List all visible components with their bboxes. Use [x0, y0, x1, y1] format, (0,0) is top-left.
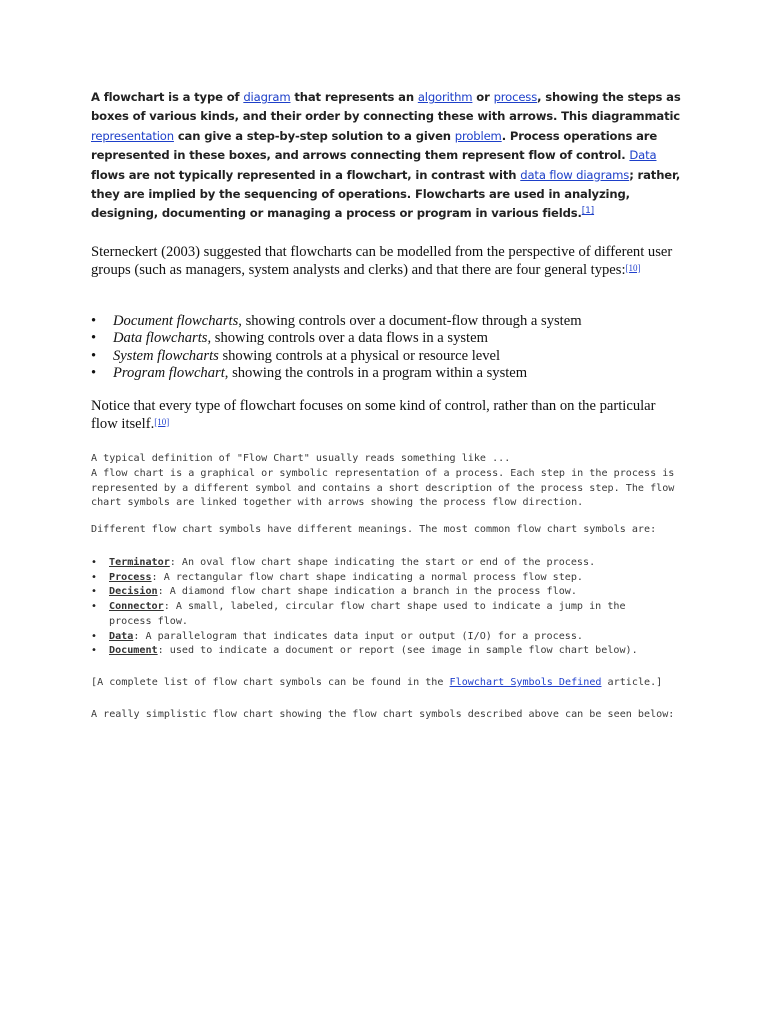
list-item — [91, 556, 651, 571]
definition-text: A flow chart is a graphical or symbolic representation of a process. Each step in the process is represented by a different symbol and contains a short description of the process step. The flow chart symbols are linked together with arrows showing the process flow direction. — [91, 467, 675, 509]
list-item — [91, 600, 651, 629]
flowchart-symbols-defined-link[interactable]: Flowchart Symbols Defined — [449, 677, 602, 688]
symbol-term-link[interactable]: Document — [109, 645, 158, 657]
list-item — [91, 313, 681, 330]
list-item — [91, 644, 651, 659]
type-description: , showing the controls in a program within a system — [224, 364, 528, 381]
notice-paragraph — [91, 398, 681, 433]
intro-text: ; rather, they are implied by the sequencing of operations. Flowcharts are used in analyzing, designing, documenting or managing a process or program in various fields. — [91, 167, 681, 221]
symbols-intro: Different flow chart symbols have different meanings. The most common flow chart symbols are: — [91, 524, 657, 535]
symbol-description: : used to indicate a document or report (see image in sample flow chart below). — [157, 645, 638, 657]
type-name: Program flowchart — [113, 364, 225, 381]
complete-list-note — [91, 676, 691, 691]
definition-block — [91, 452, 691, 511]
intro-text: or — [472, 90, 494, 104]
type-name: System flowcharts — [113, 347, 219, 364]
algorithm-link[interactable]: algorithm — [417, 90, 473, 104]
list-item — [91, 365, 681, 382]
notice-text: Notice that every type of flowchart focuses on some kind of control, rather than on the particular flow itself. — [91, 398, 656, 432]
sterneckert-paragraph — [91, 244, 681, 279]
type-description: showing controls at a physical or resource level — [218, 347, 501, 364]
definition-intro: A typical definition of "Flow Chart" usually reads something like ... — [91, 453, 511, 464]
representation-link[interactable]: representation — [91, 128, 174, 143]
symbol-description: : A small, labeled, circular flow chart shape used to indicate a jump in the process flow. — [109, 601, 626, 627]
symbol-description: : An oval flow chart shape indicating the start or end of the process. — [169, 557, 596, 568]
list-item — [91, 348, 681, 365]
intro-paragraph — [91, 88, 681, 224]
list-item — [91, 330, 681, 347]
intro-text: that represents an — [290, 90, 418, 104]
symbol-term-link[interactable]: Connector — [109, 601, 164, 613]
diagram-link[interactable]: diagram — [243, 90, 291, 104]
problem-link[interactable]: problem — [454, 128, 502, 143]
type-description: , showing controls over a data flows in a system — [207, 330, 488, 347]
symbol-term-link[interactable]: Decision — [109, 586, 158, 598]
intro-text: A flowchart is a type of — [91, 90, 244, 104]
intro-text: , showing the steps as boxes of various kinds, and their order by connecting these with arrows. This diagrammatic — [91, 90, 681, 124]
data-link[interactable]: Data — [629, 148, 657, 163]
symbols-list — [91, 556, 651, 659]
note-text: article.] — [601, 677, 663, 688]
symbol-term-link[interactable]: Process — [109, 571, 152, 583]
sterneckert-text: Sterneckert (2003) suggested that flowcharts can be modelled from the perspective of different user groups (such as managers, system analysts and clerks) and that there are four general types: — [91, 244, 673, 278]
symbol-term-link[interactable]: Data — [109, 630, 134, 642]
reference-link[interactable]: [1] — [581, 206, 595, 217]
data-flow-diagrams-link[interactable]: data flow diagrams — [520, 167, 630, 182]
flowchart-types-list — [91, 313, 681, 382]
symbol-description: : A parallelogram that indicates data input or output (I/O) for a process. — [133, 630, 584, 642]
list-item — [91, 571, 651, 586]
list-item — [91, 585, 651, 600]
intro-text: flows are not typically represented in a flowchart, in contrast with — [91, 167, 521, 182]
reference-link[interactable]: [10] — [154, 416, 170, 427]
reference-link[interactable]: [10] — [625, 262, 641, 273]
process-link[interactable]: process — [493, 90, 538, 104]
note-text: [A complete list of flow chart symbols can be found in the — [91, 677, 450, 688]
list-item — [91, 630, 651, 645]
type-name: Document flowcharts — [113, 313, 239, 329]
intro-text: can give a step-by-step solution to a given — [173, 128, 455, 143]
symbol-term-link[interactable]: Terminator — [109, 557, 170, 568]
intro-text: . Process operations are represented in these boxes, and arrows connecting them represent flow of control. — [91, 128, 658, 163]
type-description: , showing controls over a document-flow through a system — [238, 313, 582, 329]
type-name: Data flowcharts — [113, 330, 208, 347]
simplistic-chart-note: A really simplistic flow chart showing the flow chart symbols described above can be seen below: — [91, 709, 675, 720]
symbol-description: : A diamond flow chart shape indication a branch in the process flow. — [157, 586, 577, 598]
symbol-description: : A rectangular flow chart shape indicating a normal process flow step. — [151, 571, 584, 583]
